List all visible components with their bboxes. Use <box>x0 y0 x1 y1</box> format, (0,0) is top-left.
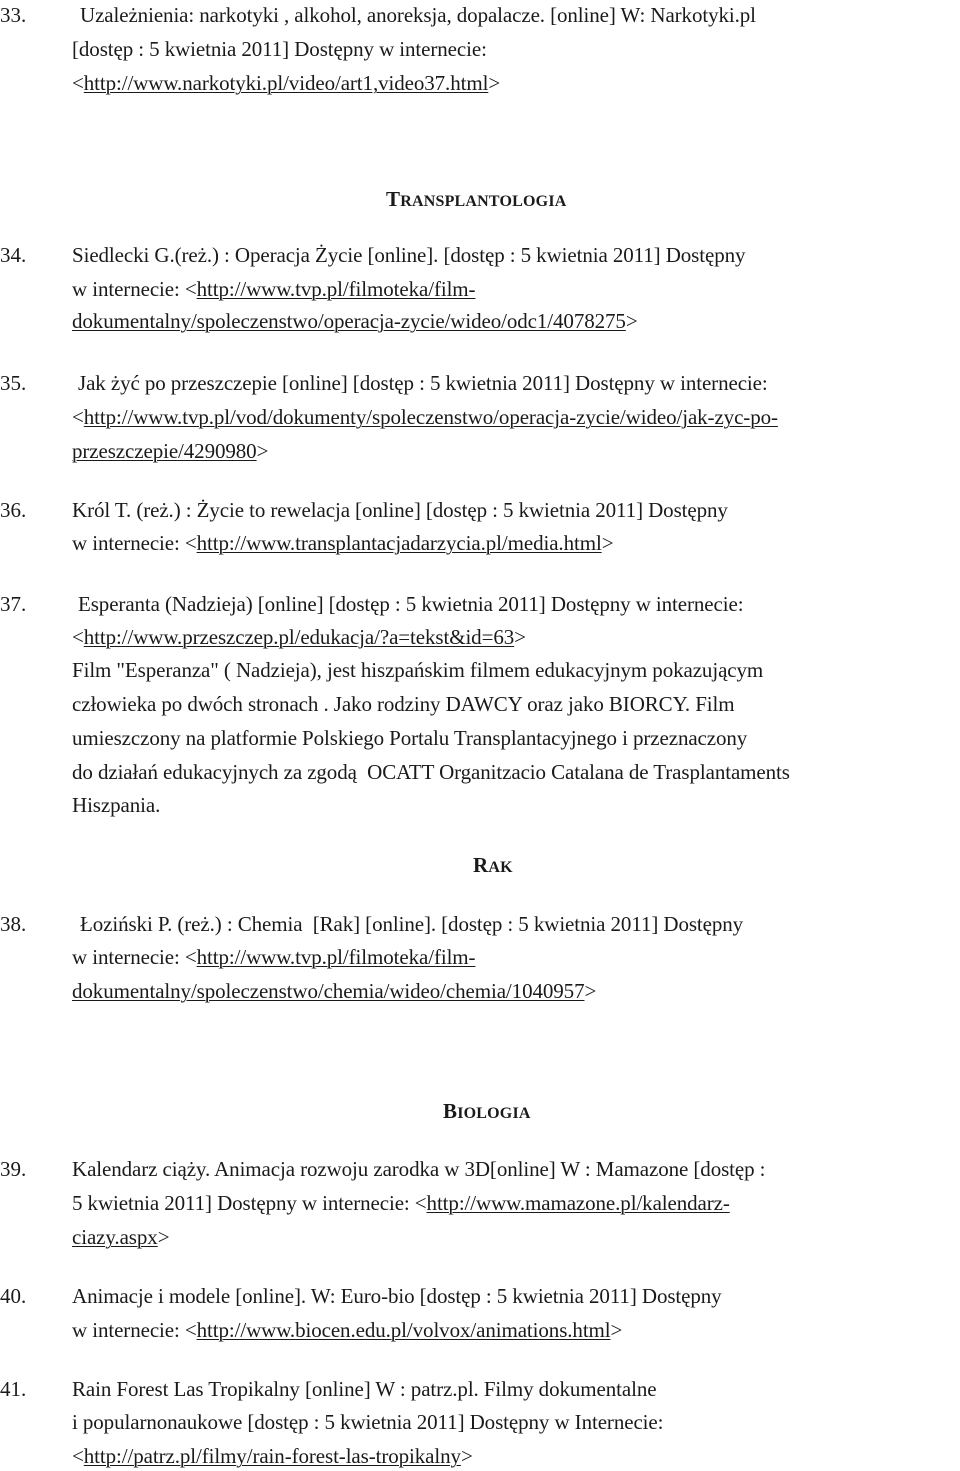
reference-link[interactable]: dokumentalny/spoleczenstwo/chemia/wideo/chemia/1040957 <box>72 979 585 1003</box>
entry-line: Esperanta (Nadzieja) [online] [dostęp : 5 kwietnia 2011] Dostępny w internecie: <box>78 592 744 616</box>
entry-line: 5 kwietnia 2011] Dostępny w internecie: <http://www.mamazone.pl/kalendarz- <box>72 1191 730 1215</box>
entry-line: Hiszpania. <box>72 793 161 817</box>
entry-line: w internecie: <http://www.transplantacjadarzycia.pl/media.html> <box>72 531 614 555</box>
entry-line: Król T. (reż.) : Życie to rewelacja [online] [dostęp : 5 kwietnia 2011] Dostępny <box>72 498 728 522</box>
entry-line: <http://www.przeszczep.pl/edukacja/?a=tekst&id=63> <box>72 625 526 649</box>
reference-link[interactable]: http://www.transplantacjadarzycia.pl/media.html <box>196 531 602 555</box>
entry-line: w internecie: <http://www.biocen.edu.pl/volvox/animations.html> <box>72 1318 623 1342</box>
reference-link[interactable]: przeszczepie/4290980 <box>72 439 257 463</box>
entry-line: i popularnonaukowe [dostęp : 5 kwietnia 2011] Dostępny w Internecie: <box>72 1410 664 1434</box>
reference-link[interactable]: http://www.przeszczep.pl/edukacja/?a=tekst&id=63 <box>83 625 515 649</box>
entry-line: w internecie: <http://www.tvp.pl/filmoteka/film- <box>72 945 476 969</box>
entry-line: ciazy.aspx> <box>72 1225 170 1249</box>
reference-link[interactable]: http://www.tvp.pl/filmoteka/film- <box>196 945 476 969</box>
entry-line: umieszczony na platformie Polskiego Portalu Transplantacyjnego i przeznaczony <box>72 726 748 750</box>
reference-link[interactable]: http://www.biocen.edu.pl/volvox/animations.html <box>196 1318 611 1342</box>
reference-link[interactable]: dokumentalny/spoleczenstwo/operacja-zycie/wideo/odc1/4078275 <box>72 309 626 333</box>
entry-number: 41. <box>0 1377 27 1401</box>
entry-line: przeszczepie/4290980> <box>72 439 269 463</box>
entry-line: <http://www.narkotyki.pl/video/art1,video37.html> <box>72 71 501 95</box>
reference-link[interactable]: http://patrz.pl/filmy/rain-forest-las-tropikalny <box>83 1444 461 1468</box>
entry-line: dokumentalny/spoleczenstwo/operacja-zycie/wideo/odc1/4078275> <box>72 309 638 333</box>
entry-number: 34. <box>0 243 27 267</box>
entry-line: [dostęp : 5 kwietnia 2011] Dostępny w internecie: <box>72 37 487 61</box>
entry-line: Rain Forest Las Tropikalny [online] W : patrz.pl. Filmy dokumentalne <box>72 1377 657 1401</box>
entry-number: 36. <box>0 498 27 522</box>
entry-line: <http://patrz.pl/filmy/rain-forest-las-tropikalny> <box>72 1444 473 1468</box>
reference-link[interactable]: http://www.narkotyki.pl/video/art1,video37.html <box>83 71 489 95</box>
entry-line: Uzależnienia: narkotyki , alkohol, anoreksja, dopalacze. [online] W: Narkotyki.pl <box>80 3 756 27</box>
entry-number: 37. <box>0 592 27 616</box>
entry-line: w internecie: <http://www.tvp.pl/filmoteka/film- <box>72 277 476 301</box>
entry-line: Jak żyć po przeszczepie [online] [dostęp : 5 kwietnia 2011] Dostępny w internecie: <box>78 371 768 395</box>
section-heading: TRANSPLANTOLOGIA <box>386 187 567 211</box>
entry-number: 39. <box>0 1157 27 1181</box>
entry-line: Film "Esperanza" ( Nadzieja), jest hiszpańskim filmem edukacyjnym pokazującym <box>72 658 764 682</box>
reference-link[interactable]: http://www.tvp.pl/vod/dokumenty/spoleczenstwo/operacja-zycie/wideo/jak-zyc-po- <box>83 405 778 429</box>
entry-line: Łoziński P. (reż.) : Chemia [Rak] [online]. [dostęp : 5 kwietnia 2011] Dostępny <box>80 912 744 936</box>
reference-link[interactable]: http://www.mamazone.pl/kalendarz- <box>426 1191 730 1215</box>
section-heading: BIOLOGIA <box>443 1099 531 1123</box>
entry-number: 35. <box>0 371 27 395</box>
reference-link[interactable]: http://www.tvp.pl/filmoteka/film- <box>196 277 476 301</box>
entry-line: dokumentalny/spoleczenstwo/chemia/wideo/chemia/1040957> <box>72 979 597 1003</box>
section-heading: RAK <box>473 853 513 877</box>
entry-line: <http://www.tvp.pl/vod/dokumenty/spoleczenstwo/operacja-zycie/wideo/jak-zyc-po- <box>72 405 778 429</box>
entry-number: 40. <box>0 1284 27 1308</box>
reference-link[interactable]: ciazy.aspx <box>72 1225 158 1249</box>
entry-number: 38. <box>0 912 27 936</box>
entry-line: człowieka po dwóch stronach . Jako rodziny DAWCY oraz jako BIORCY. Film <box>72 692 735 716</box>
entry-line: Siedlecki G.(reż.) : Operacja Życie [online]. [dostęp : 5 kwietnia 2011] Dostępny <box>72 243 746 267</box>
entry-line: do działań edukacyjnych za zgodą OCATT Organitzacio Catalana de Trasplantaments <box>72 760 790 784</box>
entry-number: 33. <box>0 3 27 27</box>
entry-line: Animacje i modele [online]. W: Euro-bio [dostęp : 5 kwietnia 2011] Dostępny <box>72 1284 722 1308</box>
entry-line: Kalendarz ciąży. Animacja rozwoju zarodka w 3D[online] W : Mamazone [dostęp : <box>72 1157 766 1181</box>
